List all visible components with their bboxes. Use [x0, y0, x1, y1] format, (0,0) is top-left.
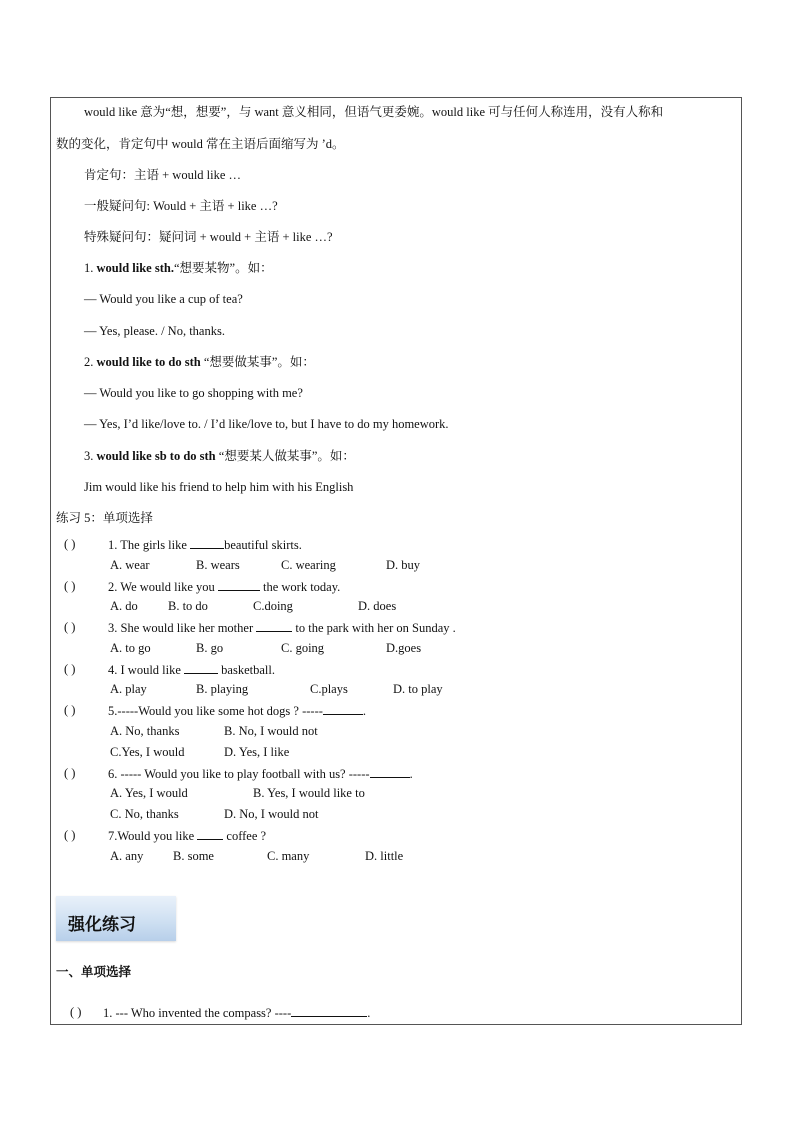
question-6-text-end: . — [409, 767, 413, 781]
q6-option-b[interactable]: B. Yes, I would like to — [253, 786, 365, 800]
q3-option-a[interactable]: A. to go — [110, 641, 151, 655]
question-7-stem — [108, 827, 266, 844]
answer-paren-q6[interactable]: ( ) — [64, 766, 76, 780]
question-4-text: 4. I would like — [108, 663, 185, 677]
q4-option-b[interactable]: B. playing — [196, 682, 249, 696]
q2-option-b[interactable]: B. to do — [168, 599, 208, 613]
general-question-rule: 一般疑问句: Would + 主语 + like …? — [84, 199, 278, 213]
usage-2-example-2: — Yes, I’d like/love to. / I’d like/love to, but I have to do my homework. — [84, 417, 449, 431]
question-1-text: 1. The girls like — [108, 538, 191, 552]
q6-option-c[interactable]: C. No, thanks — [110, 807, 179, 821]
q4-option-a[interactable]: A. play — [110, 682, 147, 696]
intro-line-1: would like 意为“想，想要”，与 want 意义相同，但语气更委婉。would like 可与任何人称连用，没有人称和 — [84, 105, 664, 119]
q3-option-c[interactable]: C. going — [281, 641, 325, 655]
usage-3-heading — [84, 448, 355, 464]
usage-2-phrase: would like to do sth — [96, 355, 201, 369]
usage-3-meaning: “想要某人做某事”。如： — [215, 449, 355, 463]
answer-paren-q5[interactable]: ( ) — [64, 703, 76, 717]
answer-paren-section-q1[interactable]: ( ) — [70, 1005, 82, 1019]
q5-option-c[interactable]: C.Yes, I would — [110, 745, 185, 759]
q7-option-c[interactable]: C. many — [267, 849, 310, 863]
q1-option-a[interactable]: A. wear — [110, 558, 150, 572]
q2-option-c[interactable]: C.doing — [253, 599, 293, 613]
usage-3-phrase: would like sb to do sth — [96, 449, 216, 463]
usage-1-heading — [84, 260, 273, 276]
q3-option-b[interactable]: B. go — [196, 641, 224, 655]
question-3-text-end: to the park with her on Sunday . — [292, 621, 456, 635]
question-1-text-end: beautiful skirts. — [224, 538, 302, 552]
usage-1-example-1: — Would you like a cup of tea? — [84, 292, 243, 306]
usage-2-heading — [84, 354, 315, 370]
question-7-blank[interactable] — [197, 827, 223, 840]
question-2-stem — [108, 578, 340, 595]
section-question-1-blank[interactable] — [291, 1004, 367, 1017]
question-3-text: 3. She would like her mother — [108, 621, 257, 635]
section-heading: 一、单项选择 — [56, 964, 132, 979]
question-3-blank[interactable] — [256, 619, 292, 632]
answer-paren-q7[interactable]: ( ) — [64, 828, 76, 842]
usage-1-phrase: would like sth. — [96, 261, 174, 275]
q5-option-b[interactable]: B. No, I would not — [224, 724, 318, 738]
section-question-1 — [103, 1004, 370, 1021]
question-4-blank[interactable] — [184, 661, 218, 674]
usage-3-number: 3. — [84, 449, 97, 463]
q7-option-b[interactable]: B. some — [173, 849, 214, 863]
q4-option-d[interactable]: D. to play — [393, 682, 443, 696]
question-4-text-end: basketball. — [218, 663, 275, 677]
question-5-blank[interactable] — [323, 702, 363, 715]
q7-option-d[interactable]: D. little — [365, 849, 404, 863]
section-question-1-text: 1. --- Who invented the compass? ---- — [103, 1006, 292, 1020]
positive-sentence-rule: 肯定句：主语 + would like … — [84, 168, 242, 182]
question-3-stem — [108, 619, 456, 636]
usage-2-number: 2. — [84, 355, 97, 369]
q5-option-d[interactable]: D. Yes, I like — [224, 745, 290, 759]
answer-paren-q1[interactable]: ( ) — [64, 537, 76, 551]
q6-option-a[interactable]: A. Yes, I would — [110, 786, 188, 800]
question-2-text: 2. We would like you — [108, 580, 218, 594]
question-4-stem — [108, 661, 275, 678]
question-7-text-end: coffee ? — [223, 829, 267, 843]
section-question-1-end: . — [367, 1006, 371, 1020]
question-5-stem — [108, 702, 366, 719]
q5-option-a[interactable]: A. No, thanks — [110, 724, 180, 738]
question-1-stem — [108, 536, 302, 553]
special-question-rule: 特殊疑问句：疑问词 + would + 主语 + like …? — [84, 230, 333, 244]
q7-option-a[interactable]: A. any — [110, 849, 144, 863]
answer-paren-q2[interactable]: ( ) — [64, 579, 76, 593]
section-banner — [56, 896, 176, 941]
answer-paren-q3[interactable]: ( ) — [64, 620, 76, 634]
question-2-blank[interactable] — [218, 578, 260, 591]
q6-option-d[interactable]: D. No, I would not — [224, 807, 319, 821]
question-6-stem — [108, 765, 413, 782]
question-5-text-end: . — [362, 704, 367, 718]
question-1-blank[interactable] — [190, 536, 224, 549]
q3-option-d[interactable]: D.goes — [386, 641, 422, 655]
q1-option-c[interactable]: C. wearing — [281, 558, 336, 572]
q2-option-d[interactable]: D. does — [358, 599, 397, 613]
usage-2-meaning: “想要做某事”。如： — [200, 355, 315, 369]
question-6-blank[interactable] — [370, 765, 410, 778]
q1-option-b[interactable]: B. wears — [196, 558, 240, 572]
usage-3-example-1: Jim would like his friend to help him with his English — [84, 480, 354, 494]
question-7-text: 7.Would you like — [108, 829, 198, 843]
usage-1-meaning: “想要某物”。如： — [173, 261, 273, 275]
question-6-text: 6. ----- Would you like to play football with us? ----- — [108, 767, 370, 781]
intro-line-2: 数的变化，肯定句中 would 常在主语后面缩写为 ’d。 — [56, 137, 345, 151]
usage-2-example-1: — Would you like to go shopping with me? — [84, 386, 303, 400]
q2-option-a[interactable]: A. do — [110, 599, 138, 613]
exercise-5-title: 练习 5：单项选择 — [56, 511, 153, 525]
q1-option-d[interactable]: D. buy — [386, 558, 421, 572]
usage-1-number: 1. — [84, 261, 97, 275]
section-banner-title: 强化练习 — [68, 915, 136, 935]
question-5-text: 5.-----Would you like some hot dogs ? ----- — [108, 704, 323, 718]
q4-option-c[interactable]: C.plays — [310, 682, 348, 696]
answer-paren-q4[interactable]: ( ) — [64, 662, 76, 676]
question-2-text-end: the work today. — [259, 580, 341, 594]
usage-1-example-2: — Yes, please. / No, thanks. — [84, 324, 225, 338]
